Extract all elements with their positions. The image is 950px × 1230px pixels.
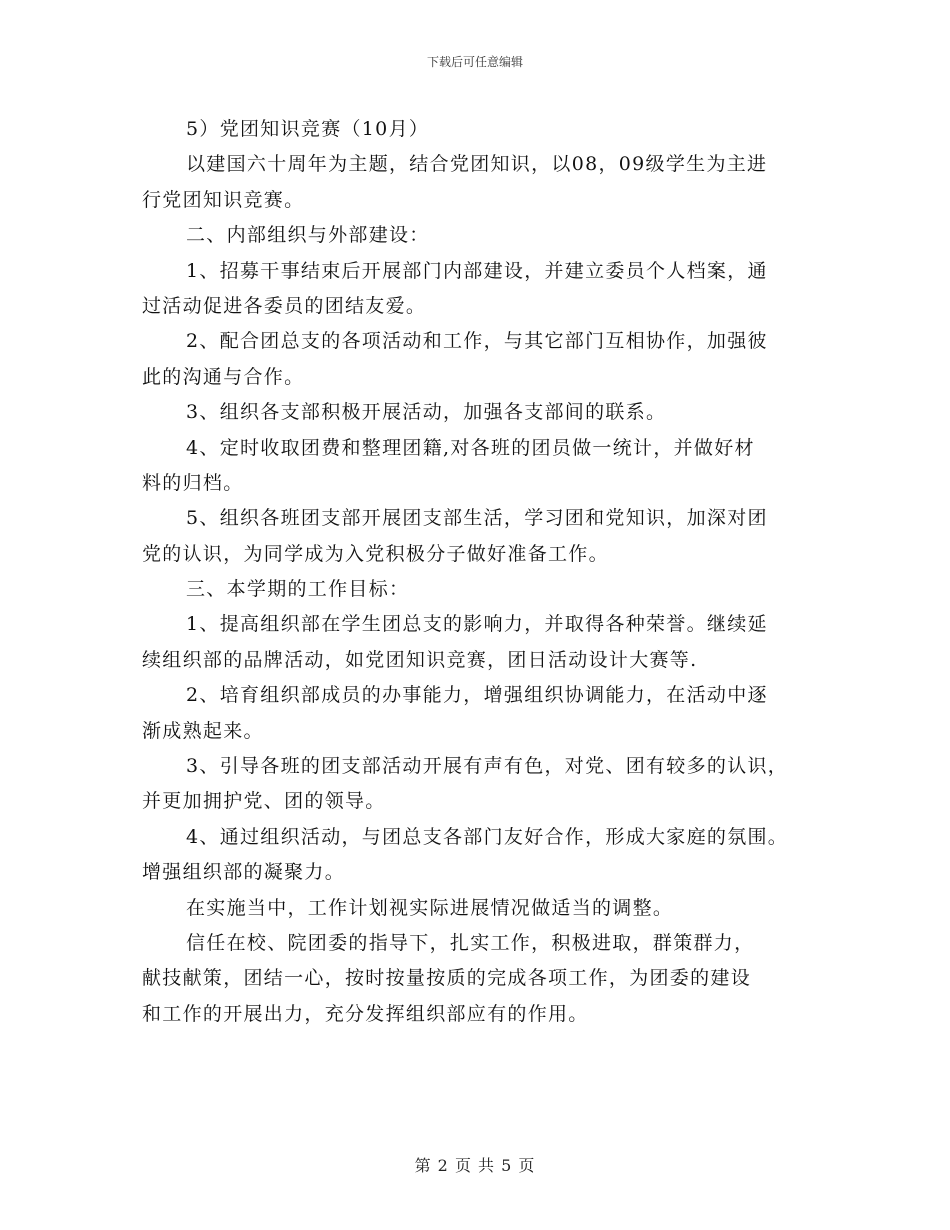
text-line: 和工作的开展出力，充分发挥组织部应有的作用。 bbox=[142, 1002, 589, 1025]
text-line: 2、配合团总支的各项活动和工作，与其它部门互相协作，加强彼 bbox=[186, 330, 768, 353]
text-line: 2、培育组织部成员的办事能力，增强组织协调能力，在活动中逐 bbox=[186, 684, 768, 707]
document-body bbox=[142, 112, 818, 1032]
text-line: 续组织部的品牌活动，如党团知识竞赛，团日活动设计大赛等. bbox=[142, 648, 698, 671]
text-line: 二、内部组织与外部建设： bbox=[186, 224, 430, 247]
text-line: 增强组织部的凝聚力。 bbox=[142, 861, 346, 884]
text-line: 在实施当中，工作计划视实际进展情况做适当的调整。 bbox=[186, 896, 674, 919]
text-line: 此的沟通与合作。 bbox=[142, 365, 305, 388]
text-line: 5）党团知识竞赛（10月） bbox=[186, 118, 430, 140]
text-line: 献技献策，团结一心，按时按量按质的完成各项工作，为团委的建设 bbox=[142, 967, 752, 990]
text-line: 渐成熟起来。 bbox=[142, 719, 264, 742]
text-line: 4、定时收取团费和整理团籍,对各班的团员做一统计，并做好材 bbox=[186, 436, 755, 459]
text-line: 三、本学期的工作目标： bbox=[186, 578, 410, 601]
text-line: 党的认识，为同学成为入党积极分子做好准备工作。 bbox=[142, 542, 609, 565]
text-line: 料的归档。 bbox=[142, 471, 244, 494]
text-line: 并更加拥护党、团的领导。 bbox=[142, 790, 386, 813]
text-line: 3、引导各班的团支部活动开展有声有色，对党、团有较多的认识， bbox=[186, 755, 789, 778]
text-line: 1、提高组织部在学生团总支的影响力，并取得各种荣誉。继续延 bbox=[186, 613, 768, 636]
text-line: 行党团知识竞赛。 bbox=[142, 188, 305, 211]
text-line: 4、通过组织活动，与团总支各部门友好合作，形成大家庭的氛围。 bbox=[186, 825, 789, 848]
header-note: 下载后可任意编辑 bbox=[426, 55, 523, 69]
text-line: 以建国六十周年为主题，结合党团知识，以08，09级学生为主进 bbox=[186, 153, 768, 176]
text-line: 1、招募干事结束后开展部门内部建设，并建立委员个人档案，通 bbox=[186, 259, 768, 282]
page-footer: 第 2 页 共 5 页 bbox=[414, 1156, 536, 1175]
text-line: 3、组织各支部积极开展活动，加强各支部间的联系。 bbox=[186, 401, 667, 424]
text-line: 5、组织各班团支部开展团支部生活，学习团和党知识，加深对团 bbox=[186, 507, 768, 530]
text-line: 过活动促进各委员的团结友爱。 bbox=[142, 294, 427, 317]
text-line: 信任在校、院团委的指导下，扎实工作，积极进取，群策群力， bbox=[186, 931, 755, 954]
